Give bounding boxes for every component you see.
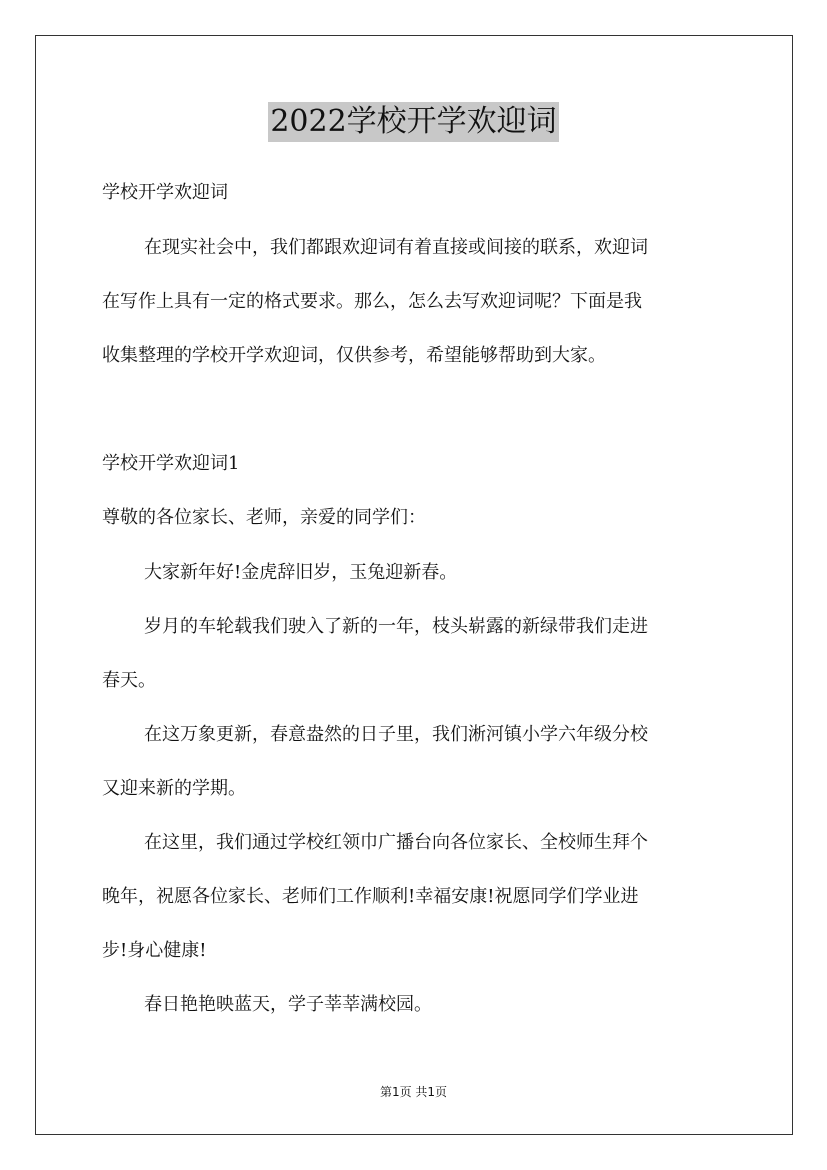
subtitle: 学校开学欢迎词 <box>102 182 228 203</box>
body-line-9: 春日艳艳映蓝天，学子莘莘满校园。 <box>144 994 432 1015</box>
body-line-8: 步!身心健康! <box>102 940 207 961</box>
body-line-7: 晚年，祝愿各位家长、老师们工作顺利!幸福安康!祝愿同学们学业进 <box>102 886 639 907</box>
intro-line-3: 收集整理的学校开学欢迎词，仅供参考，希望能够帮助到大家。 <box>102 345 606 366</box>
body-line-2: 岁月的车轮载我们驶入了新的一年，枝头崭露的新绿带我们走进 <box>144 616 648 637</box>
body-line-5: 又迎来新的学期。 <box>102 778 246 799</box>
body-line-3: 春天。 <box>102 670 156 691</box>
salutation: 尊敬的各位家长、老师，亲爱的同学们： <box>102 507 426 528</box>
body-line-1: 大家新年好!金虎辞旧岁，玉兔迎新春。 <box>144 562 458 583</box>
intro-line-1: 在现实社会中，我们都跟欢迎词有着直接或间接的联系，欢迎词 <box>144 237 648 258</box>
document-title: 2022学校开学欢迎词 <box>268 102 558 142</box>
intro-line-2: 在写作上具有一定的格式要求。那么，怎么去写欢迎词呢？下面是我 <box>102 291 642 312</box>
title-container <box>0 102 827 142</box>
page-number: 第1页 共1页 <box>379 1085 448 1099</box>
body-line-6: 在这里，我们通过学校红领巾广播台向各位家长、全校师生拜个 <box>144 832 648 853</box>
body-line-4: 在这万象更新，春意盎然的日子里，我们淅河镇小学六年级分校 <box>144 724 648 745</box>
section-heading: 学校开学欢迎词1 <box>102 453 240 474</box>
